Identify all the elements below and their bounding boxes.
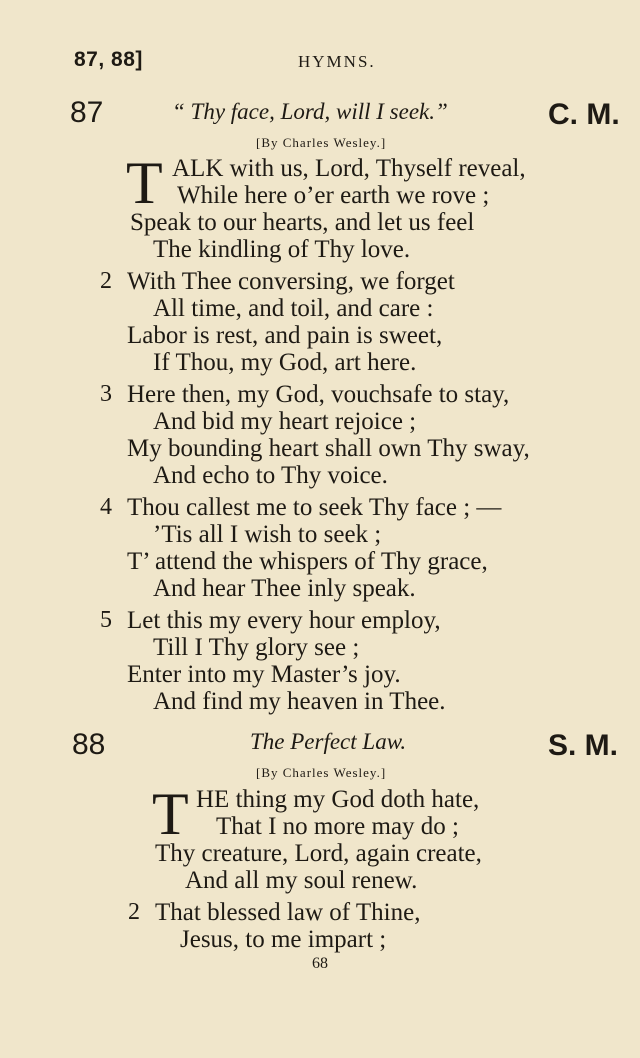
hymn-87-v1-line-4: The kindling of Thy love.: [153, 236, 411, 263]
hymn-88-author: [By Charles Wesley.]: [256, 765, 387, 780]
hymn-87-v4-line-4: And hear Thee inly speak.: [153, 575, 416, 602]
hymn-87-v2-line-4: If Thou, my God, art here.: [153, 349, 417, 376]
page-number: 68: [312, 955, 328, 972]
hymn-87-v2-line-3: Labor is rest, and pain is sweet,: [127, 322, 443, 349]
hymn-88-v1-line-4: And all my soul renew.: [185, 867, 418, 894]
hymn-88-title: The Perfect Law.: [250, 729, 407, 754]
hymn-87-v5-line-3: Enter into my Master’s joy.: [127, 661, 401, 688]
hymn-87-verse-5-number: 5: [100, 607, 112, 633]
hymn-87-title: “ Thy face, Lord, will I seek.”: [172, 99, 448, 124]
hymn-88-number: 88: [72, 728, 106, 761]
hymn-87-v2-line-1: With Thee conversing, we forget: [127, 268, 455, 295]
hymn-87-v3-line-3: My bounding heart shall own Thy sway,: [127, 435, 530, 462]
hymn-87-v1-line-2: While here o’er earth we rove ;: [177, 182, 490, 209]
hymn-87-verse-4-number: 4: [100, 494, 112, 520]
hymn-87-v5-line-2: Till I Thy glory see ;: [153, 634, 360, 661]
hymn-87-v2-line-2: All time, and toil, and care :: [153, 295, 434, 322]
hymn-87-v4-line-1: Thou callest me to seek Thy face ; —: [127, 494, 502, 521]
hymn-87-v3-line-2: And bid my heart rejoice ;: [153, 408, 417, 435]
hymn-87-v1-line-3: Speak to our hearts, and let us feel: [130, 209, 475, 236]
hymn-88-verse-2-number: 2: [128, 899, 140, 925]
hymn-87-v1-line-1: ALK with us, Lord, Thyself reveal,: [172, 155, 526, 182]
hymn-88-v1-line-2: That I no more may do ;: [216, 813, 459, 840]
hymn-87-v4-line-3: T’ attend the whispers of Thy grace,: [127, 548, 488, 575]
hymn-88-v1-line-3: Thy creature, Lord, again create,: [155, 840, 482, 867]
hymn-87-number: 87: [70, 96, 104, 129]
hymn-87-v3-line-1: Here then, my God, vouchsafe to stay,: [127, 381, 510, 408]
running-header-numbers: 87, 88]: [74, 48, 143, 71]
hymn-87-v5-line-4: And find my heaven in Thee.: [153, 688, 446, 715]
hymn-87-v4-line-2: ’Tis all I wish to seek ;: [153, 521, 382, 548]
hymn-87-v3-line-4: And echo to Thy voice.: [153, 462, 388, 489]
hymn-87-meter: C. M.: [548, 98, 620, 131]
hymn-88-meter: S. M.: [548, 729, 619, 762]
hymn-88-drop-cap: T: [152, 781, 189, 847]
running-header-title: HYMNS.: [298, 52, 376, 71]
hymn-88-v2-line-1: That blessed law of Thine,: [155, 899, 421, 926]
hymn-88-v1-line-1: HE thing my God doth hate,: [196, 786, 480, 813]
hymn-87-verse-3-number: 3: [100, 381, 112, 407]
hymn-87-author: [By Charles Wesley.]: [256, 135, 387, 150]
hymn-88-v2-line-2: Jesus, to me impart ;: [180, 926, 387, 953]
hymn-87-v5-line-1: Let this my every hour employ,: [127, 607, 441, 634]
hymn-87-verse-2-number: 2: [100, 268, 112, 294]
hymn-87-drop-cap: T: [126, 150, 163, 216]
